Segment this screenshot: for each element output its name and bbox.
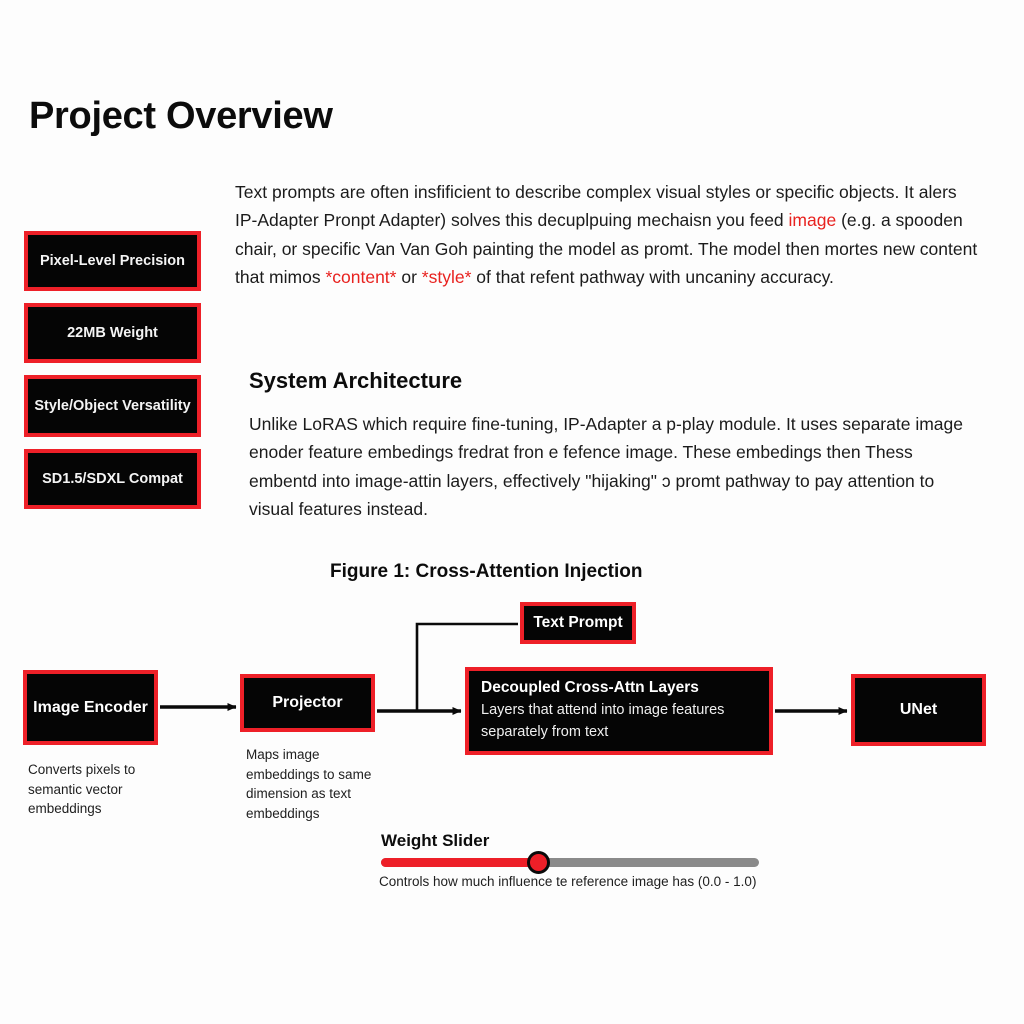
intro-text-part-2: (e.g. a spooden chair, or specific Van Van Goh painting the model as promt. The model then mortes new content that mimos [235,210,978,287]
weight-slider-knob[interactable] [527,851,550,874]
node-title: Projector [272,694,343,711]
slider-caption: Controls how much influence te reference image has (0.0 - 1.0) [379,874,757,889]
badge-22mb-weight[interactable] [24,303,201,363]
badge-label: SD1.5/SDXL Compat [42,470,183,487]
intro-highlight-image: image [788,210,837,230]
node-projector[interactable] [240,674,375,732]
intro-text-part-4: of that refent pathway with uncaniny accuracy. [471,267,834,287]
node-title: Image Encoder [33,698,148,716]
badge-style-object-versatility[interactable] [24,375,201,437]
node-unet[interactable] [851,674,986,746]
weight-slider-fill [381,858,536,867]
node-decoupled-cross-attn-layers[interactable] [465,667,773,755]
intro-highlight-content: *content* [325,267,397,287]
section-paragraph: Unlike LoRAS which require fine-tuning, IP-Adapter a p-play module. It uses separate image enoder feature embedings fredrat fron e fefence image. These embedings then Thess embentd into image-attin layers, effectively "hijaking" ɔ promt pathway to pay attention to visual features instead. [249,413,963,519]
node-title: Decoupled Cross-Attn Layers [481,679,699,696]
node-text-prompt[interactable] [520,602,636,644]
figure-caption: Figure 1: Cross-Attention Injection [330,561,643,582]
badge-sd15-sdxl-compat[interactable] [24,449,201,509]
section-heading-system-architecture: System Architecture [249,368,463,394]
node-image-encoder[interactable] [23,670,158,745]
caption-image-encoder: Converts pixels to semantic vector embeddings [28,762,136,816]
intro-text-part-3: or [396,267,422,287]
badge-pixel-level-precision[interactable] [24,231,201,291]
badge-label: Pixel-Level Precision [39,252,186,269]
intro-text-part-1: Text prompts are often insfificient to describe complex visual styles or specific objects. It alers IP-Adapter Pronpt Adapter) solves this decuplpuing mechaisn you feed [235,181,957,230]
badge-label: 22MB Weight [67,324,158,341]
page-title: Project Overview [29,95,333,138]
weight-slider-track[interactable] [381,858,759,867]
caption-projector: Maps image embeddings to same dimension as text embeddings [246,747,372,821]
slider-label: Weight Slider [381,831,490,850]
intro-paragraph [235,178,980,292]
intro-highlight-style: *style* [421,267,472,287]
node-title: UNet [899,701,938,718]
node-subtitle: Layers that attend into image features separately from text [481,702,725,740]
node-title: Text Prompt [533,614,623,631]
badge-label: Style/Object Versatility [34,397,191,414]
